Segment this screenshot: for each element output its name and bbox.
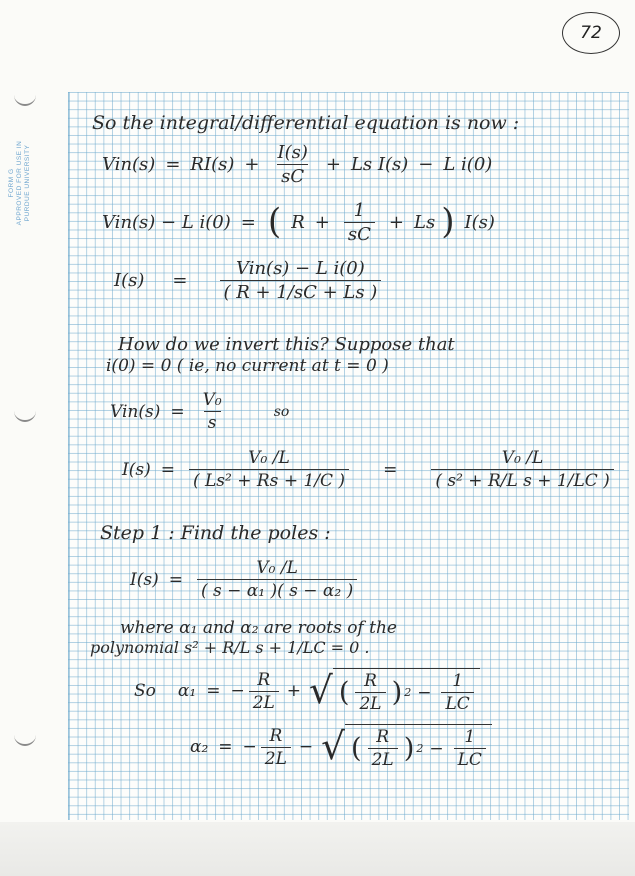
eq2-rel: =: [240, 212, 256, 233]
where-line-1: where α₁ and α₂ are roots of the: [120, 618, 397, 638]
form-label-line: PURDUE UNIVERSITY: [24, 144, 31, 222]
page-number: 72: [562, 12, 620, 54]
alpha1-rel: =: [206, 681, 221, 701]
alpha2-sign: −: [242, 737, 257, 757]
radical-icon: √: [321, 724, 345, 769]
paren-left-icon: (: [338, 676, 350, 708]
alpha2-inner-num: R: [376, 727, 390, 747]
alpha1-last-num: 1: [452, 671, 464, 691]
eq1-term1: RI(s): [190, 154, 235, 175]
eq4-den: s: [204, 411, 221, 433]
eq1-plus: +: [325, 154, 341, 175]
equation-5: [122, 448, 618, 491]
alpha2-last-num: 1: [464, 727, 476, 747]
alpha1-minus: −: [417, 682, 432, 703]
eq3-lhs: I(s): [114, 270, 145, 291]
eq3-den: ( R + 1/sC + Ls ): [220, 280, 382, 303]
paren-right-icon: ): [403, 732, 415, 764]
alpha1-last-den: LC: [441, 692, 473, 714]
eq2-r: R: [291, 212, 305, 233]
form-label-line: APPROVED FOR USE IN: [16, 140, 23, 226]
eq3-rel: =: [172, 270, 188, 291]
eq2-ls: Ls: [413, 212, 436, 233]
eq5-den1: ( Ls² + Rs + 1/C ): [189, 469, 349, 491]
alpha-2-equation: [190, 724, 492, 770]
eq4-num: V₀: [202, 390, 222, 410]
where-line-2: polynomial s² + R/L s + 1/LC = 0 .: [90, 638, 370, 657]
eq5-fraction-1: [189, 448, 349, 491]
alpha2-lhs: α₂: [190, 737, 209, 757]
alpha2-inner-frac: [368, 727, 398, 770]
eq2-rparen: ): [441, 202, 455, 243]
eq1-rel: =: [165, 154, 181, 175]
eq5-num2: V₀ /L: [501, 448, 544, 468]
eq3-fraction: [220, 258, 382, 303]
eq1-fraction: [273, 142, 311, 187]
alpha1-sqrt: [309, 668, 480, 714]
alpha2-num: R: [269, 725, 283, 746]
eq1-plus: +: [244, 154, 260, 175]
eq2-fraction: [344, 200, 375, 245]
eq5-den2: ( s² + R/L s + 1/LC ): [431, 469, 614, 491]
binder-hole-mark: [14, 732, 36, 746]
binder-hole-mark: [14, 92, 36, 106]
form-label-line: FORM G: [8, 168, 15, 198]
eq6-rel: =: [168, 569, 183, 590]
radical-icon: √: [309, 668, 333, 713]
step-heading: Step 1 : Find the poles :: [100, 522, 331, 544]
eq4-fraction: [199, 390, 226, 433]
paren-left-icon: (: [350, 732, 362, 764]
alpha1-inner-frac: [355, 671, 385, 714]
paren-right-icon: ): [391, 676, 403, 708]
alpha1-inner-num: R: [364, 671, 377, 691]
alpha1-op: +: [286, 681, 302, 701]
alpha-1-equation: [134, 668, 480, 714]
question-line-1: How do we invert this? Suppose that: [118, 334, 455, 355]
eq5-num1: V₀ /L: [248, 448, 290, 468]
alpha2-inner-den: 2L: [368, 748, 398, 770]
equation-1: [102, 142, 492, 187]
eq2-frac-num: 1: [353, 200, 366, 221]
eq1-term3: Ls I(s): [350, 154, 409, 175]
paper-form-label: [8, 138, 68, 228]
alpha2-rel: =: [218, 737, 233, 757]
eq6-fraction: [197, 558, 357, 601]
page-bottom-margin: [0, 822, 635, 876]
equation-4: [110, 390, 289, 433]
equation-6: [130, 558, 361, 601]
alpha2-sqrt: [321, 724, 492, 770]
alpha2-frac: [261, 726, 291, 769]
eq1-lhs: Vin(s): [102, 154, 156, 175]
alpha1-lhs: α₁: [177, 681, 197, 701]
eq2-lhs: Vin(s) − L i(0): [102, 212, 231, 233]
eq2-tail: I(s): [464, 212, 495, 233]
question-line-2: i(0) = 0 ( ie, no current at t = 0 ): [106, 356, 389, 376]
eq5-lhs: I(s): [122, 459, 151, 480]
binder-hole-mark: [14, 408, 36, 422]
alpha2-last-den: LC: [454, 748, 486, 770]
eq2-frac-den: sC: [344, 222, 375, 245]
eq1-frac-num: I(s): [277, 142, 308, 163]
intro-line: So the integral/differential equation is now :: [92, 112, 520, 134]
eq6-num: V₀ /L: [256, 558, 298, 578]
alpha1-last-frac: [441, 671, 473, 714]
equation-2: [102, 200, 495, 245]
eq4-lhs: Vin(s): [110, 401, 161, 422]
eq4-rel: =: [170, 401, 185, 422]
eq1-term4: L i(0): [443, 154, 493, 175]
alpha1-frac: [249, 670, 279, 713]
alpha1-den: 2L: [249, 691, 279, 713]
eq2-plus: +: [314, 212, 330, 233]
alpha2-radicand: [345, 724, 492, 770]
eq1-minus: −: [418, 154, 434, 175]
equation-3: [114, 258, 385, 303]
eq2-plus: +: [388, 212, 404, 233]
eq3-num: Vin(s) − L i(0): [236, 258, 365, 279]
alpha1-sign: −: [230, 681, 245, 701]
alpha1-inner-den: 2L: [355, 692, 385, 714]
alpha2-last-frac: [454, 727, 486, 770]
eq5-fraction-2: [431, 448, 614, 491]
eq5-rel: =: [160, 459, 175, 480]
alpha2-minus: −: [429, 738, 444, 759]
eq6-lhs: I(s): [130, 569, 159, 590]
eq1-frac-den: sC: [277, 164, 308, 187]
alpha2-exp: 2: [416, 742, 424, 755]
alpha1-radicand: [333, 668, 480, 714]
eq5-rel2: =: [383, 459, 398, 480]
alpha1-exp: 2: [404, 686, 412, 699]
eq4-so: so: [273, 403, 290, 420]
alpha1-lead: So: [134, 681, 156, 701]
alpha2-op: −: [298, 737, 314, 757]
eq2-lparen: (: [267, 202, 282, 243]
alpha1-num: R: [257, 669, 271, 690]
alpha2-den: 2L: [261, 747, 291, 769]
eq6-den: ( s − α₁ )( s − α₂ ): [197, 579, 357, 601]
